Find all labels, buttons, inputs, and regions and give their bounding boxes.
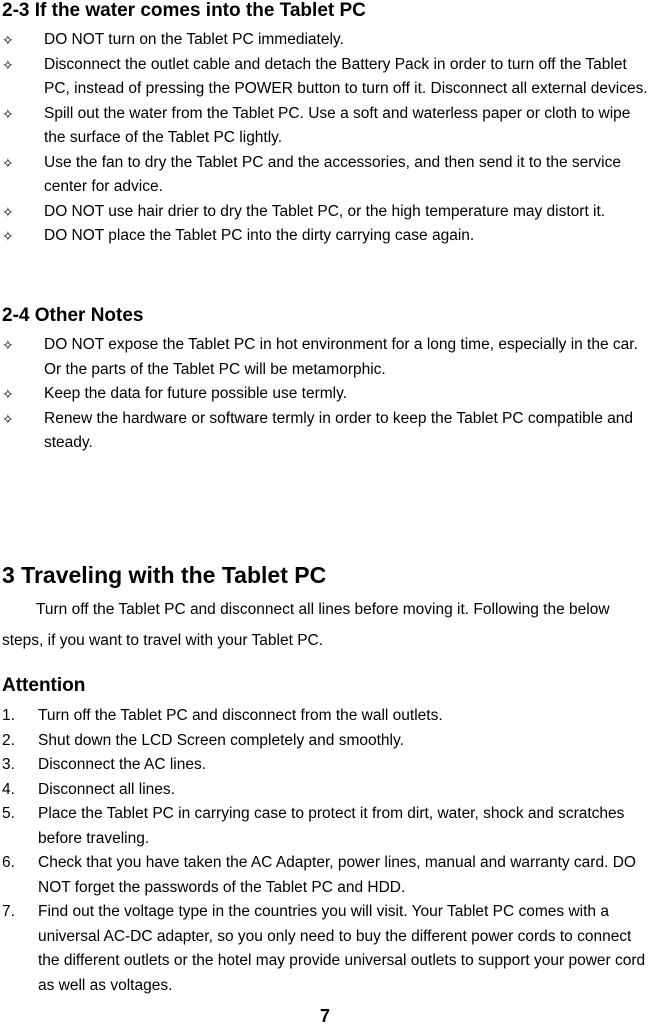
section-2-3-heading: 2-3 If the water comes into the Tablet PC [2, 0, 366, 21]
bullet-diamond-icon: ✧ [2, 56, 14, 73]
water-precautions-list [0, 28, 650, 249]
bullet-diamond-icon: ✧ [2, 105, 14, 122]
list-item: ✧ Keep the data for future possible use termly. [0, 382, 650, 407]
bullet-diamond-icon: ✧ [2, 410, 14, 427]
bullet-diamond-icon: ✧ [2, 32, 14, 48]
list-item: ✧ Use the fan to dry the Tablet PC and the accessories, and then send it to the service center for advice. [0, 151, 650, 200]
travel-steps-list [0, 704, 650, 998]
list-item: 4. Disconnect all lines. [2, 780, 175, 798]
attention-heading: Attention [2, 675, 86, 696]
bullet-diamond-icon: ✧ [2, 154, 14, 171]
list-item: ✧ DO NOT use hair drier to dry the Tablet PC, or the high temperature may distort it. [0, 200, 650, 225]
list-item: ✧ Disconnect the outlet cable and detach the Battery Pack in order to turn off the Tablet PC, instead of pressing the POWER button to turn off it. Disconnect all external devices. [0, 53, 650, 102]
list-item: 5. Place the Tablet PC in carrying case to protect it from dirt, water, shock and scratches before traveling. [2, 805, 625, 847]
list-item: ✧ Spill out the water from the Tablet PC. Use a soft and waterless paper or cloth to wipe the surface of the Tablet PC lightly. [0, 102, 650, 151]
list-item: 6. Check that you have taken the AC Adapter, power lines, manual and warranty card. DO NOT forget the passwords of the Tablet PC and HDD. [2, 854, 636, 896]
list-item: 1. Turn off the Tablet PC and disconnect from the wall outlets. [2, 707, 443, 724]
page-number: 7 [319, 1006, 330, 1026]
list-item: 7. Find out the voltage type in the countries you will visit. Your Tablet PC comes with a universal AC-DC adapter, so you only need to buy the different power cords to connect the different outlets or the hotel may provide universal outlets to support your power cord as well as voltages. [2, 903, 646, 994]
bullet-diamond-icon: ✧ [2, 228, 14, 244]
list-item: ✧ DO NOT expose the Tablet PC in hot environment for a long time, especially in the car. Or the parts of the Tablet PC will be metamorphic. [0, 333, 650, 382]
section-3-intro: Turn off the Tablet PC and disconnect all lines before moving it. Following the below steps, if you want to travel with your Tablet PC. [2, 601, 610, 649]
bullet-diamond-icon: ✧ [2, 203, 14, 220]
section-3-heading: 3 Traveling with the Tablet PC [2, 562, 327, 588]
list-item: ✧ Renew the hardware or software termly in order to keep the Tablet PC compatible and steady. [0, 407, 650, 456]
list-item: 3. Disconnect the AC lines. [2, 756, 207, 773]
bullet-diamond-icon: ✧ [2, 386, 14, 402]
other-notes-list [0, 333, 650, 456]
list-item: 2. Shut down the LCD Screen completely and smoothly. [2, 731, 404, 749]
bullet-diamond-icon: ✧ [2, 337, 14, 353]
list-item: ✧ DO NOT place the Tablet PC into the dirty carrying case again. [0, 224, 650, 249]
section-2-4-heading: 2-4 Other Notes [2, 305, 144, 326]
list-item: ✧ DO NOT turn on the Tablet PC immediately. [0, 28, 650, 53]
